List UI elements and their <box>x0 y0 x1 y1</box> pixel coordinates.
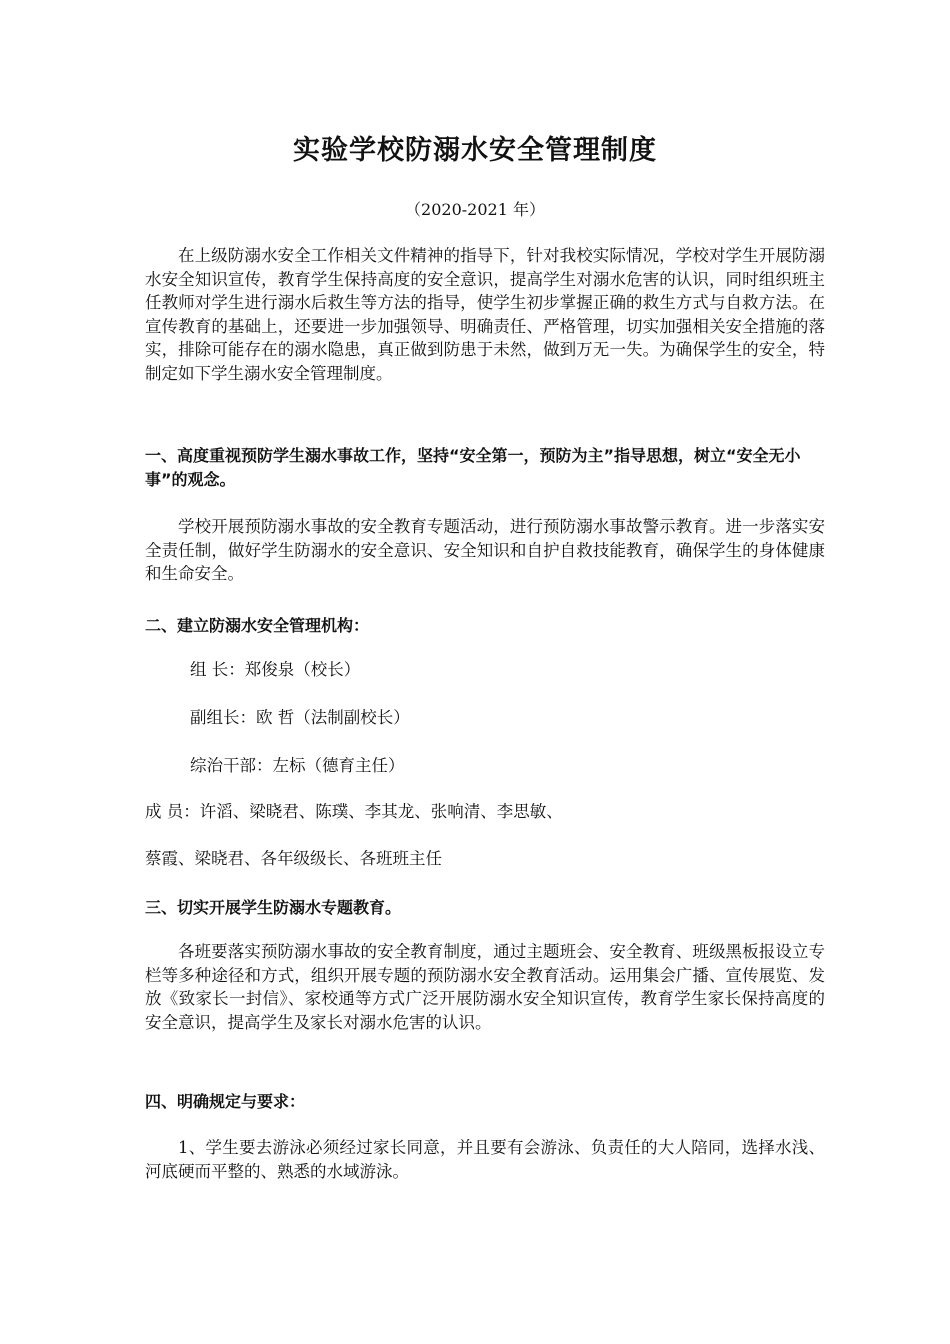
group-leader-line: 组 长：郑俊泉（校长） <box>190 660 361 679</box>
section-1-body: 学校开展预防溺水事故的安全教育专题活动，进行预防溺水事故警示教育。进一步落实安全责任制，做好学生防溺水的安全意识、安全知识和自护自救技能教育，确保学生的身体健康和生命安全。 <box>145 517 825 583</box>
intro-paragraph: 在上级防溺水安全工作相关文件精神的指导下，针对我校实际情况，学校对学生开展防溺水安全知识宣传，教育学生保持高度的安全意识，提高学生对溺水危害的认识，同时组织班主任教师对学生进行溺水后救生等方法的指导，使学生初步掌握正确的救生方式与自救方法。在宣传教育的基础上，还要进一步加强领导、明确责任、严格管理，切实加强相关安全措施的落实，排除可能存在的溺水隐患，真正做到防患于未然，做到万无一失。为确保学生的安全，特制定如下学生溺水安全管理制度。 <box>145 246 825 383</box>
section-4-heading: 四、明确规定与要求： <box>145 1092 306 1111</box>
deputy-leader-line: 副组长：欧 哲（法制副校长） <box>190 708 410 727</box>
cadre-line: 综治干部：左标（德育主任） <box>190 756 405 775</box>
members-line-1: 成 员：许滔、梁晓君、陈璞、李其龙、张响清、李思敏、 <box>145 802 563 821</box>
section-4-item-1: 1、学生要去游泳必须经过家长同意，并且要有会游泳、负责任的大人陪同，选择水浅、河底硬而平整的、熟悉的水域游泳。 <box>145 1138 825 1181</box>
section-3-body: 各班要落实预防溺水事故的安全教育制度，通过主题班会、安全教育、班级黑板报设立专栏等多种途径和方式，组织开展专题的预防溺水安全教育活动。运用集会广播、宣传展览、发放《致家长一封信》、家校通等方式广泛开展防溺水安全知识宣传，教育学生家长保持高度的安全意识，提高学生及家长对溺水危害的认识。 <box>145 942 825 1032</box>
document-title: 实验学校防溺水安全管理制度 <box>293 135 657 166</box>
section-2-heading: 二、建立防溺水安全管理机构： <box>145 616 370 635</box>
members-line-2: 蔡霞、梁晓君、各年级级长、各班班主任 <box>145 849 442 868</box>
document-subtitle: （2020-2021 年） <box>405 200 545 219</box>
section-1-heading: 一、高度重视预防学生溺水事故工作，坚持“安全第一，预防为主”指导思想，树立“安全无小事”的观念。 <box>145 446 801 489</box>
section-3-heading: 三、切实开展学生防溺水专题教育。 <box>145 898 402 917</box>
